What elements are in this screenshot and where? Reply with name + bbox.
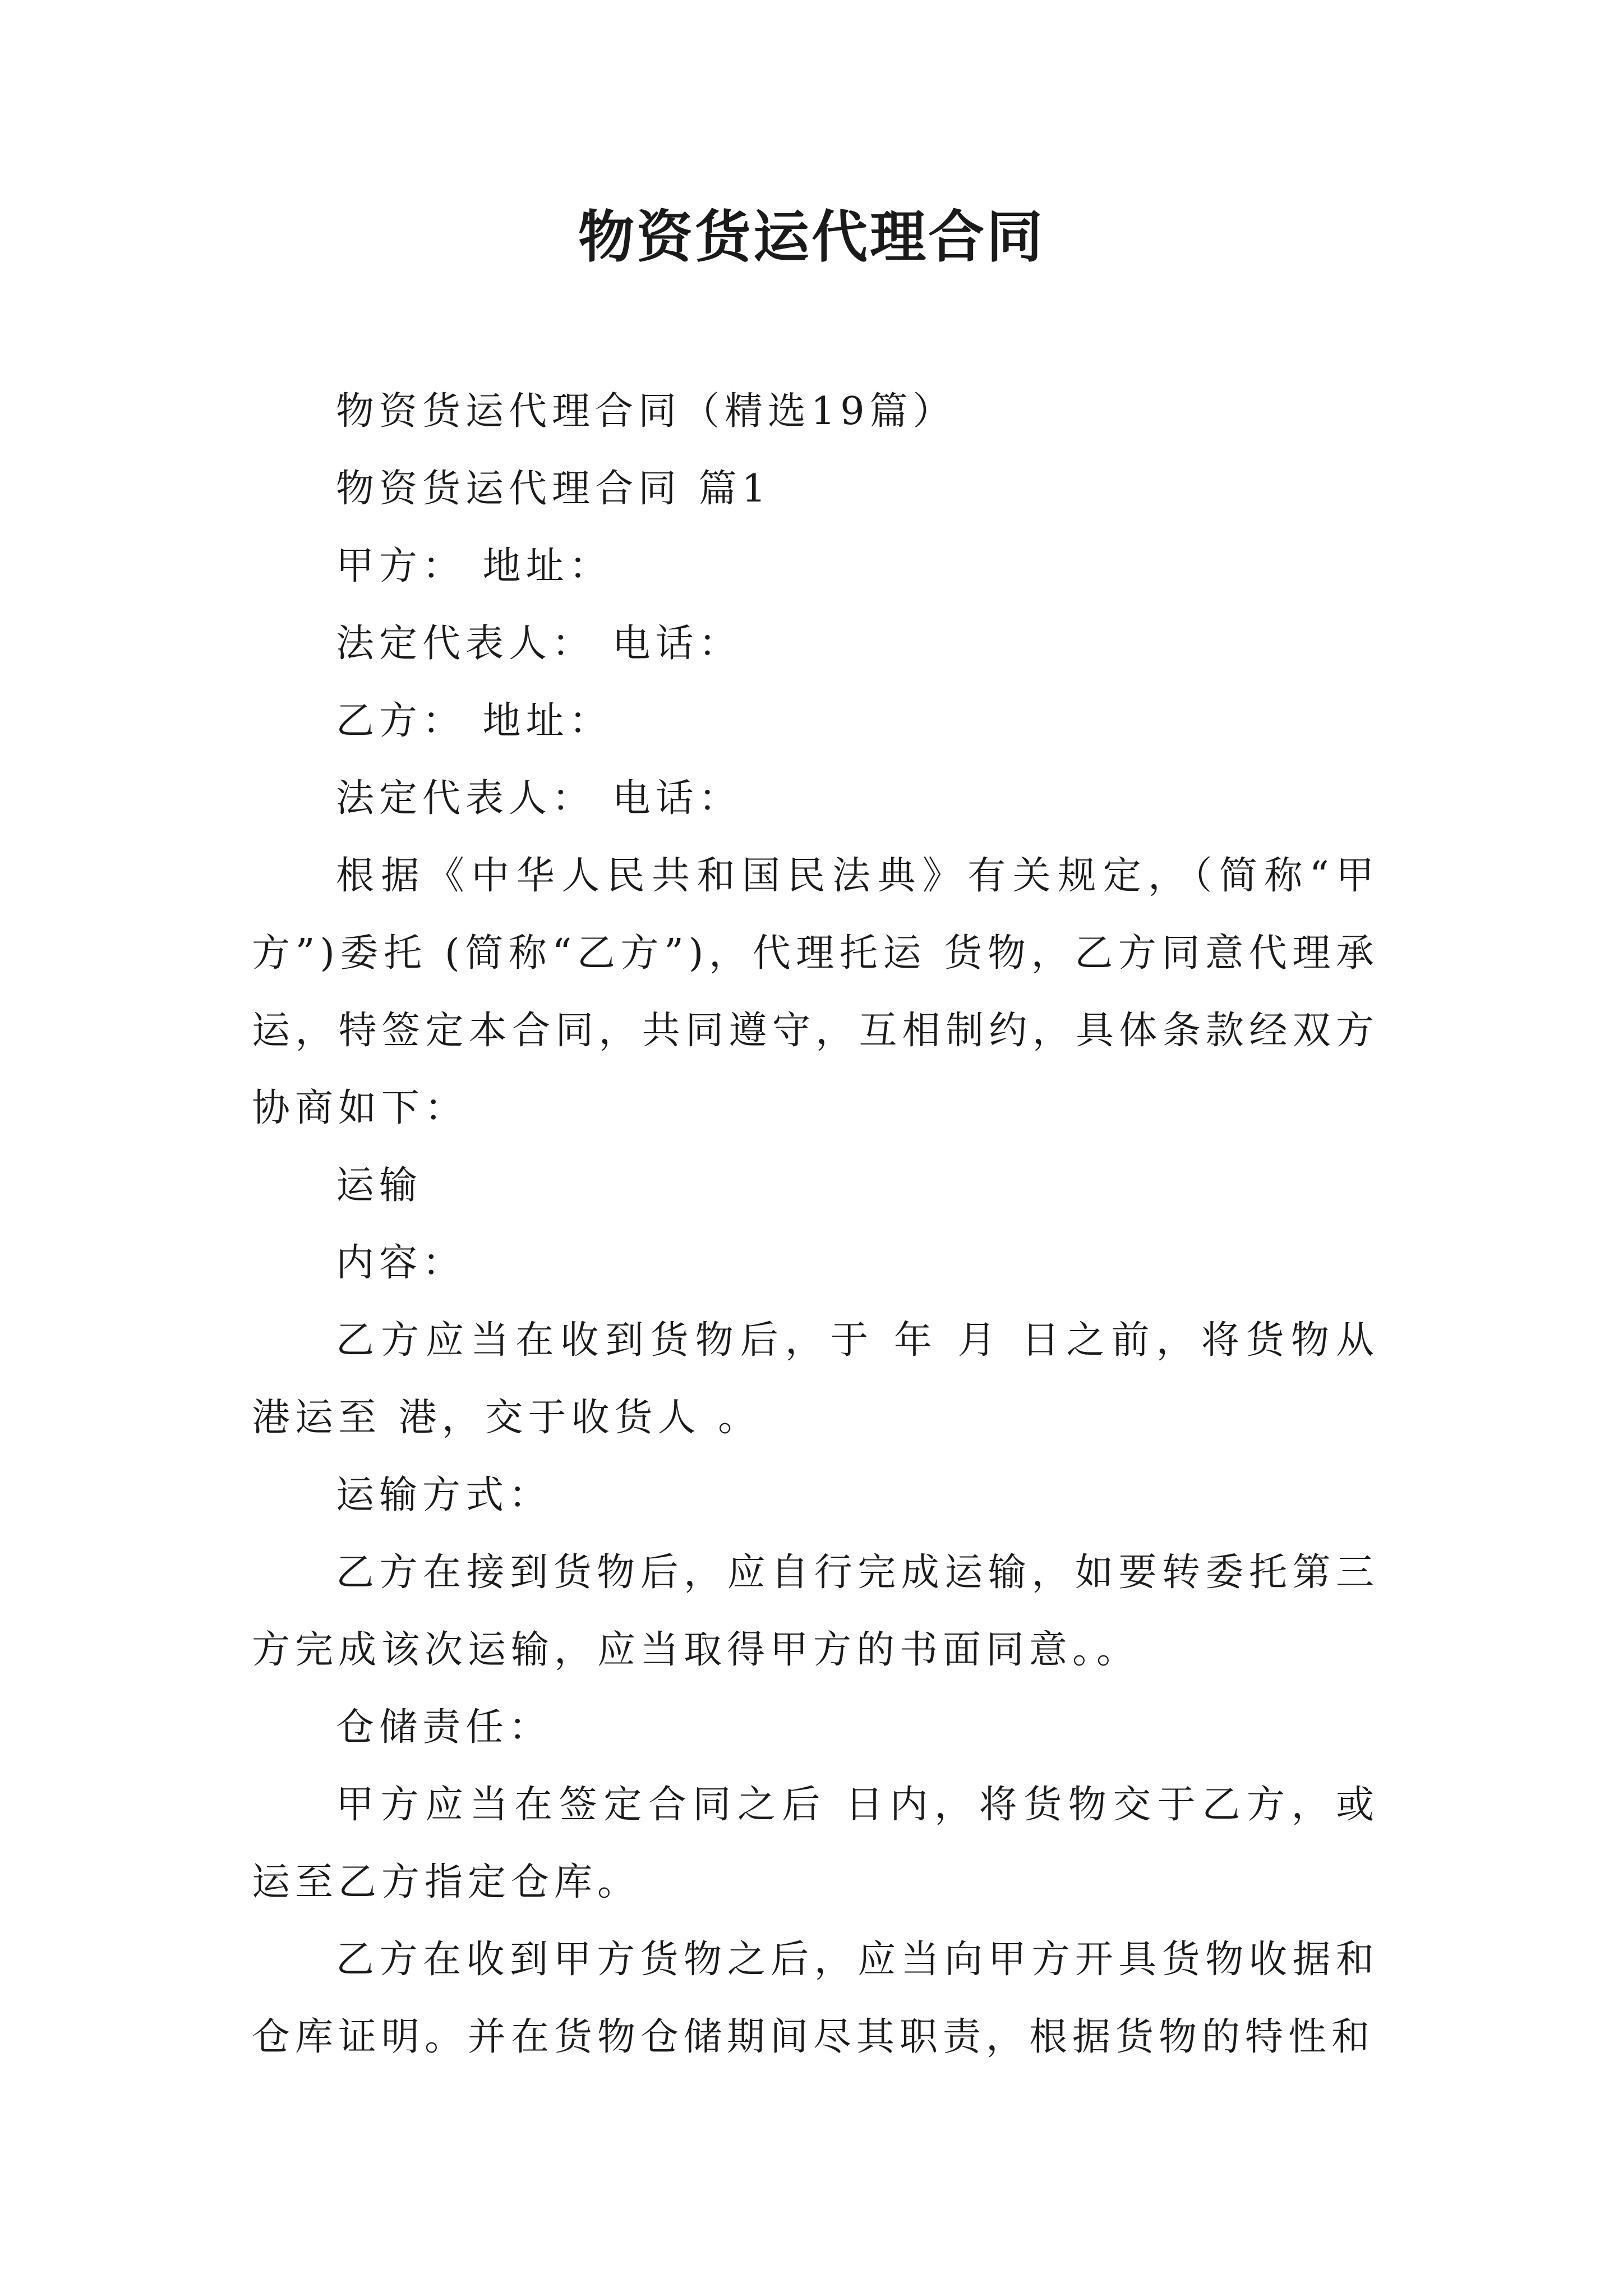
paragraph-section-heading: 物资货运代理合同 篇1 (336, 467, 771, 511)
paragraph-subtitle: 物资货运代理合同（精选19篇） (336, 389, 956, 434)
document-title: 物资货运代理合同 (578, 204, 1045, 270)
paragraph-party-b: 乙方： 地址： (336, 699, 612, 743)
paragraph-transport-method-body: 乙方在接到货物后，应自行完成运输，如要转委托第三方完成该次运输，应当取得甲方的书面同意。。 (252, 1550, 1379, 1672)
document-body (252, 373, 1379, 2076)
paragraph-storage-heading: 仓储责任： (336, 1705, 552, 1750)
paragraph-transport-method-heading: 运输方式： (336, 1473, 552, 1517)
paragraph-transport-heading: 运输 (336, 1163, 423, 1208)
paragraph-content-body: 乙方应当在收到货物后，于 年 月 日之前，将货物从港运至 港，交于收货人 。 (252, 1318, 1379, 1440)
paragraph-party-a-representative: 法定代表人： 电话： (336, 622, 742, 666)
paragraph-content-heading: 内容： (336, 1241, 466, 1285)
paragraph-party-a: 甲方： 地址： (336, 544, 612, 588)
paragraph-preamble: 根据《中华人民共和国民法典》有关规定，（简称“甲方”)委托 (简称“乙方”)，代理托运 货物，乙方同意代理承运，特签定本合同，共同遵守，互相制约，具体条款经双方协商如下： (252, 854, 1379, 1130)
paragraph-storage-body-2: 乙方在收到甲方货物之后，应当向甲方开具货物收据和仓库证明。并在货物仓储期间尽其职责，根据货物的特性和 (252, 1938, 1379, 2059)
paragraph-party-b-representative: 法定代表人： 电话： (336, 776, 742, 821)
paragraph-storage-body-1: 甲方应当在签定合同之后 日内，将货物交于乙方，或运至乙方指定仓库。 (252, 1783, 1379, 1904)
